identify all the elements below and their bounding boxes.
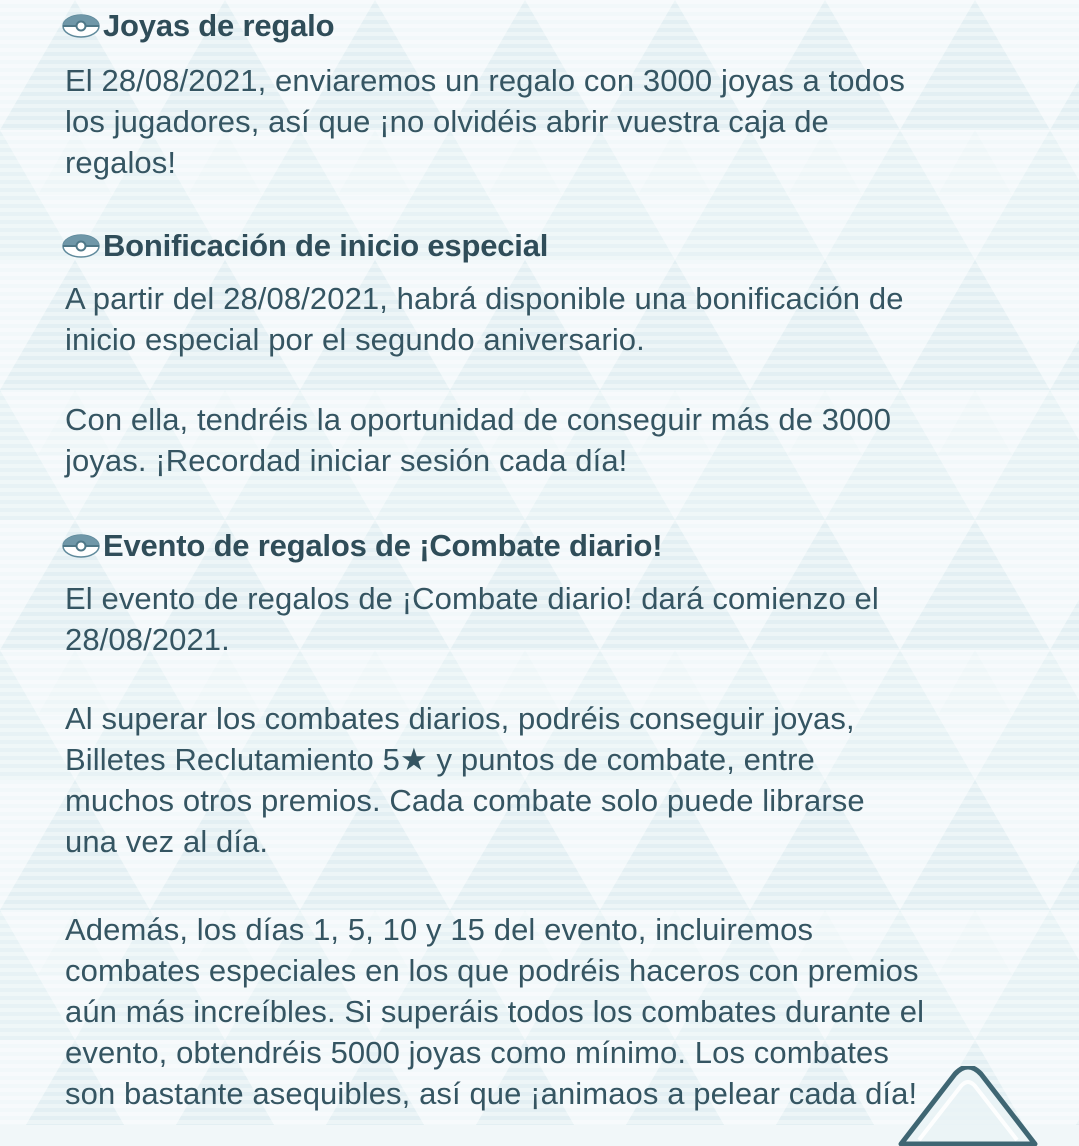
paragraph-line: Al superar los combates diarios, podréis conseguir joyas, — [65, 701, 855, 736]
paragraph-line: evento, obtendréis 5000 joyas como mínimo. Los combates — [65, 1035, 890, 1070]
scroll-up-tab-button[interactable] — [893, 1066, 1043, 1146]
chevron-up-tab-icon — [901, 1067, 1035, 1144]
paragraph-line: Billetes Reclutamiento 5★ y puntos de combate, entre — [65, 742, 815, 777]
paragraph-line: El 28/08/2021, enviaremos un regalo con 3000 joyas a todos — [65, 63, 905, 98]
paragraph-line: 28/08/2021. — [65, 622, 230, 657]
paragraph — [65, 578, 1065, 660]
section-heading-text: Joyas de regalo — [103, 8, 335, 43]
paragraph-line: A partir del 28/08/2021, habrá disponible una bonificación de — [65, 281, 904, 316]
section-heading — [62, 526, 662, 566]
paragraph-line: aún más increíbles. Si superáis todos los combates durante el — [65, 994, 925, 1029]
paragraph-line: los jugadores, así que ¡no olvidéis abrir vuestra caja de — [65, 104, 829, 139]
paragraph-line: una vez al día. — [65, 824, 269, 859]
pokeball-icon — [62, 14, 100, 38]
pokeball-icon — [62, 234, 100, 258]
section-heading — [62, 226, 548, 266]
section-heading — [62, 6, 334, 46]
paragraph-line: Además, los días 1, 5, 10 y 15 del evento, incluiremos — [65, 912, 814, 947]
paragraph — [65, 698, 1065, 862]
paragraph-line: Con ella, tendréis la oportunidad de conseguir más de 3000 — [65, 402, 892, 437]
paragraph-line: son bastante asequibles, así que ¡animaos a pelear cada día! — [65, 1076, 918, 1111]
paragraph — [65, 60, 1065, 183]
paragraph — [65, 399, 1065, 481]
paragraph-line: El evento de regalos de ¡Combate diario! dará comienzo el — [65, 581, 879, 616]
section-heading-text: Bonificación de inicio especial — [103, 228, 549, 263]
paragraph-line: joyas. ¡Recordad iniciar sesión cada día! — [65, 443, 628, 478]
section-heading-text: Evento de regalos de ¡Combate diario! — [103, 528, 663, 563]
paragraph-line: combates especiales en los que podréis haceros con premios — [65, 953, 919, 988]
paragraph-line: inicio especial por el segundo aniversario. — [65, 322, 645, 357]
paragraph-line: regalos! — [65, 145, 177, 180]
paragraph — [65, 278, 1065, 360]
pokeball-icon — [62, 534, 100, 558]
paragraph-line: muchos otros premios. Cada combate solo puede librarse — [65, 783, 865, 818]
